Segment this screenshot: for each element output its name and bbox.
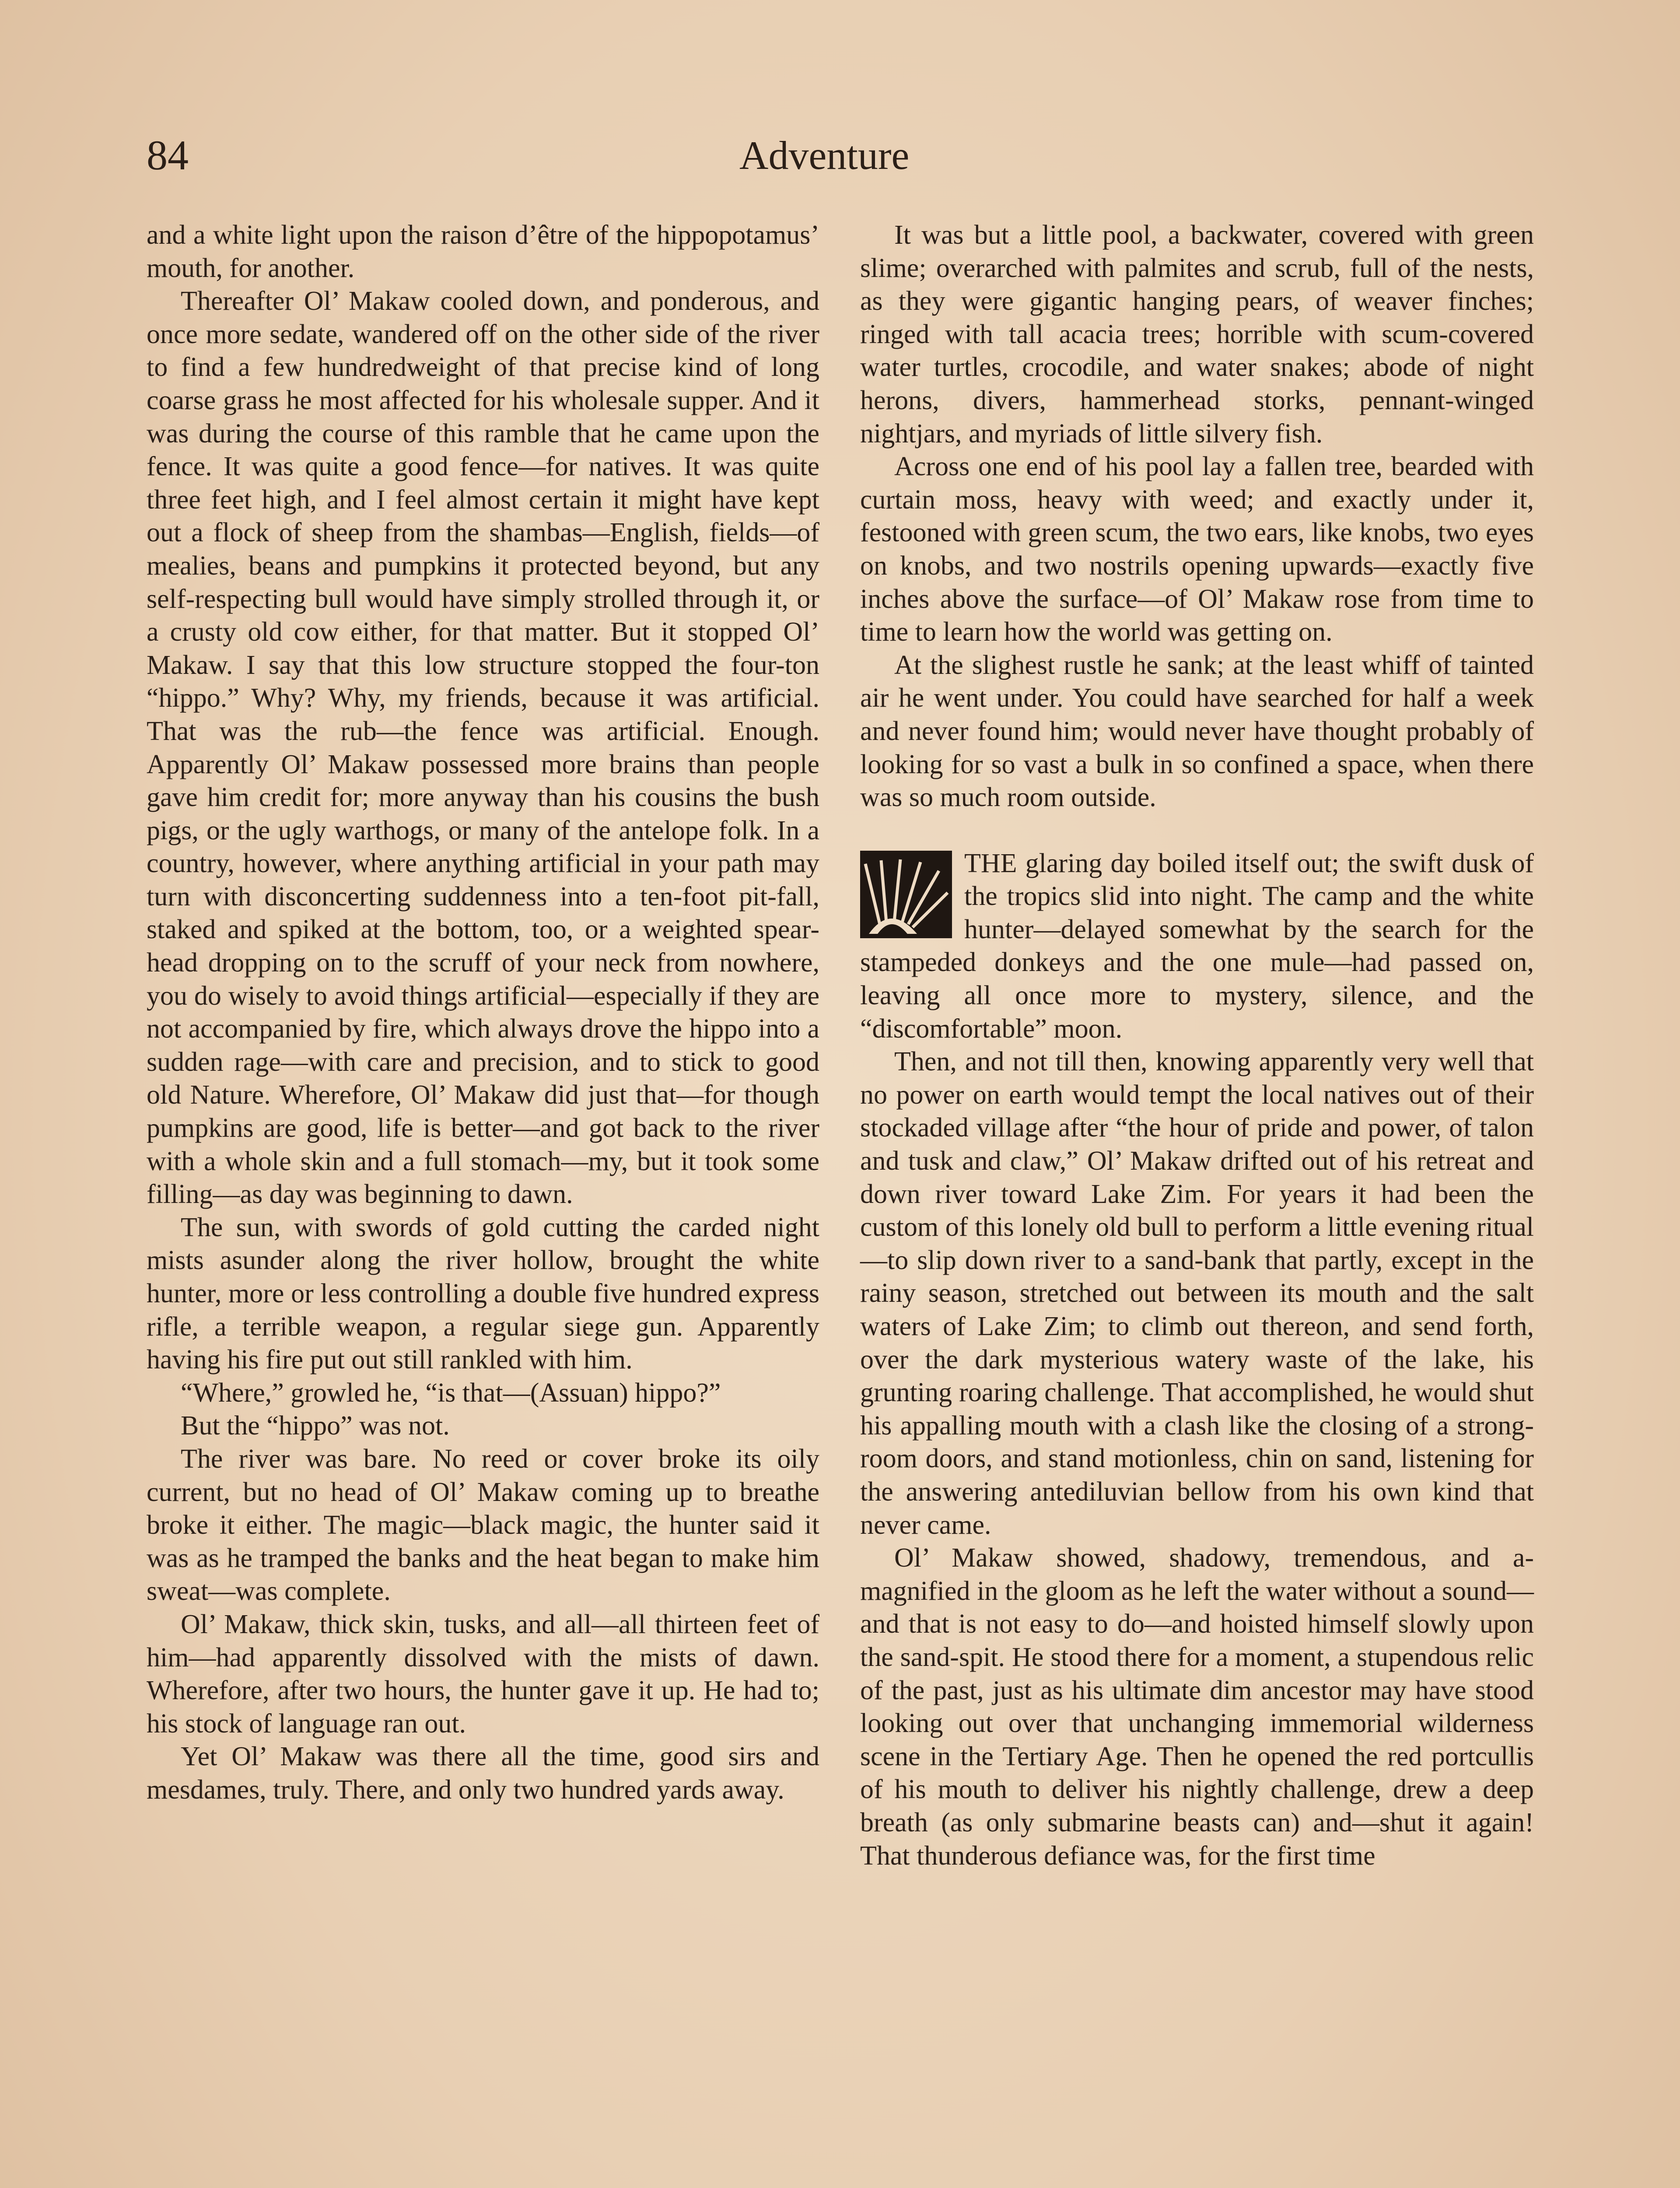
page-header — [0, 127, 1680, 184]
right-column — [860, 219, 1534, 1872]
paragraph: But the “hippo” was not. — [181, 1411, 450, 1441]
section-lead-paragraph: THE glaring day boiled itself out; the swift dusk of the tropics slid into night. The camp and the white hunter—delayed somewhat by the search for the stampeded donkeys and the one mule—had passed on, leaving all once more to mystery, silence, and the “discomfortable” moon. — [860, 848, 1534, 1044]
left-column — [147, 219, 819, 1807]
paragraph: and a white light upon the raison d’être of the hippopotamus’ mouth, for another. — [147, 220, 819, 283]
paragraph: Ol’ Makaw showed, shadowy, tremendous, and a-magnified in the gloom as he left the water without a sound—and that is not easy to do—and hoisted himself slowly upon the sand-spit. He stood there for a moment, a stupendous relic of the past, just as his ultimate dim ancestor may have stood looking out over that unchanging immemorial wilderness scene in the Tertiary Age. Then he opened the red portcullis of his mouth to deliver his nightly challenge, drew a deep breath (as only submarine beasts can) and—shut it again! That thunderous defiance was, for the first time — [860, 1543, 1534, 1871]
paragraph: “Where,” growled he, “is that—(Assuan) hippo?” — [181, 1378, 721, 1408]
paragraph: It was but a little pool, a backwater, covered with green slime; overarched with palmites and scrub, full of the nests, as they were gigantic hanging pears, of weaver finches; ringed with tall acacia trees; horrible with scum-covered water turtles, crocodile, and water snakes; abode of night herons, divers, hammerhead storks, pennant-winged nightjars, and myriads of little silvery fish. — [860, 220, 1534, 449]
page-number: 84 — [147, 132, 189, 179]
paragraph: The river was bare. No reed or cover broke its oily current, but no head of Ol’ Makaw coming up to breathe broke it either. The magic—black magic, the hunter said it was as he tramped the banks and the heat began to make him sweat—was complete. — [147, 1444, 819, 1606]
running-title: Adventure — [739, 133, 910, 178]
paragraph: Yet Ol’ Makaw was there all the time, good sirs and mesdames, truly. There, and only two hundred yards away. — [147, 1742, 819, 1805]
paragraph: Then, and not till then, knowing apparently very well that no power on earth would tempt the local natives out of their stockaded village after “the hour of pride and power, of talon and tusk and claw,” Ol’ Makaw drifted out of his retreat and down river toward Lake Zim. For years it had been the custom of this lonely old bull to perform a little evening ritual—to slip down river to a sand-bank that partly, except in the rainy season, stretched out between its mouth and the salt waters of Lake Zim; to climb out thereon, and send forth, over the dark mysterious watery waste of the lake, his grunting roaring challenge. That accomplished, he would shut his appalling mouth with a clash like the closing of a strong-room doors, and stand motionless, chin on sand, listening for the answering antediluvian bellow from his own kind that never came. — [860, 1047, 1534, 1540]
sunburst-ornament-icon — [860, 851, 952, 938]
paragraph: Across one end of his pool lay a fallen tree, bearded with curtain moss, heavy with weed; and exactly under it, festooned with green scum, the two ears, like knobs, two eyes on knobs, and two nostrils opening upwards—exactly five inches above the surface—of Ol’ Makaw rose from time to time to learn how the world was getting on. — [860, 452, 1534, 647]
paragraph: The sun, with swords of gold cutting the carded night mists asunder along the river hollow, brought the white hunter, more or less controlling a double five hundred express rifle, a terrible weapon, a regular siege gun. Apparently having his fire put out still rankled with him. — [147, 1212, 819, 1375]
section-opening — [860, 847, 1534, 1046]
paragraph: Ol’ Makaw, thick skin, tusks, and all—all thirteen feet of him—had apparently dissolved with the mists of dawn. Wherefore, after two hours, the hunter gave it up. He had to; his stock of language ran out. — [147, 1609, 819, 1739]
paragraph: Thereafter Ol’ Makaw cooled down, and ponderous, and once more sedate, wandered off on the other side of the river to find a few hundredweight of that precise kind of long coarse grass he most affected for his wholesale supper. And it was during the course of this ramble that he came upon the fence. It was quite a good fence—for natives. It was quite three feet high, and I feel almost certain it might have kept out a flock of sheep from the shambas—English, fields—of mealies, beans and pumpkins it protected beyond, but any self-respecting bull would have simply strolled through it, or a crusty old cow either, for that matter. But it stopped Ol’ Makaw. I say that this low structure stopped the four-ton “hippo.” Why? Why, my friends, because it was artificial. That was the rub—the fence was artificial. Enough. Apparently Ol’ Makaw possessed more brains than people gave him credit for; more anyway than his cousins the bush pigs, or the ugly warthogs, or many of the antelope folk. In a country, however, where anything artificial in your path may turn with disconcerting suddenness into a ten-foot pit-fall, staked and spiked at the bottom, too, or a weighted spear-head dropping on to the scruff of your neck from nowhere, you do wisely to avoid things artificial—especially if they are not accompanied by fire, which always drove the hippo into a sudden rage—with care and precision, and to stick to good old Nature. Wherefore, Ol’ Makaw did just that—for though pumpkins are good, life is better—and got back to the river with a whole skin and a full stomach—my, but it took some filling—as day was beginning to dawn. — [147, 286, 819, 1210]
paragraph: At the slighest rustle he sank; at the least whiff of tainted air he went under. You could have searched for half a week and never found him; would never have thought probably of looking for so vast a bulk in so confined a space, when there was so much room outside. — [860, 650, 1534, 813]
